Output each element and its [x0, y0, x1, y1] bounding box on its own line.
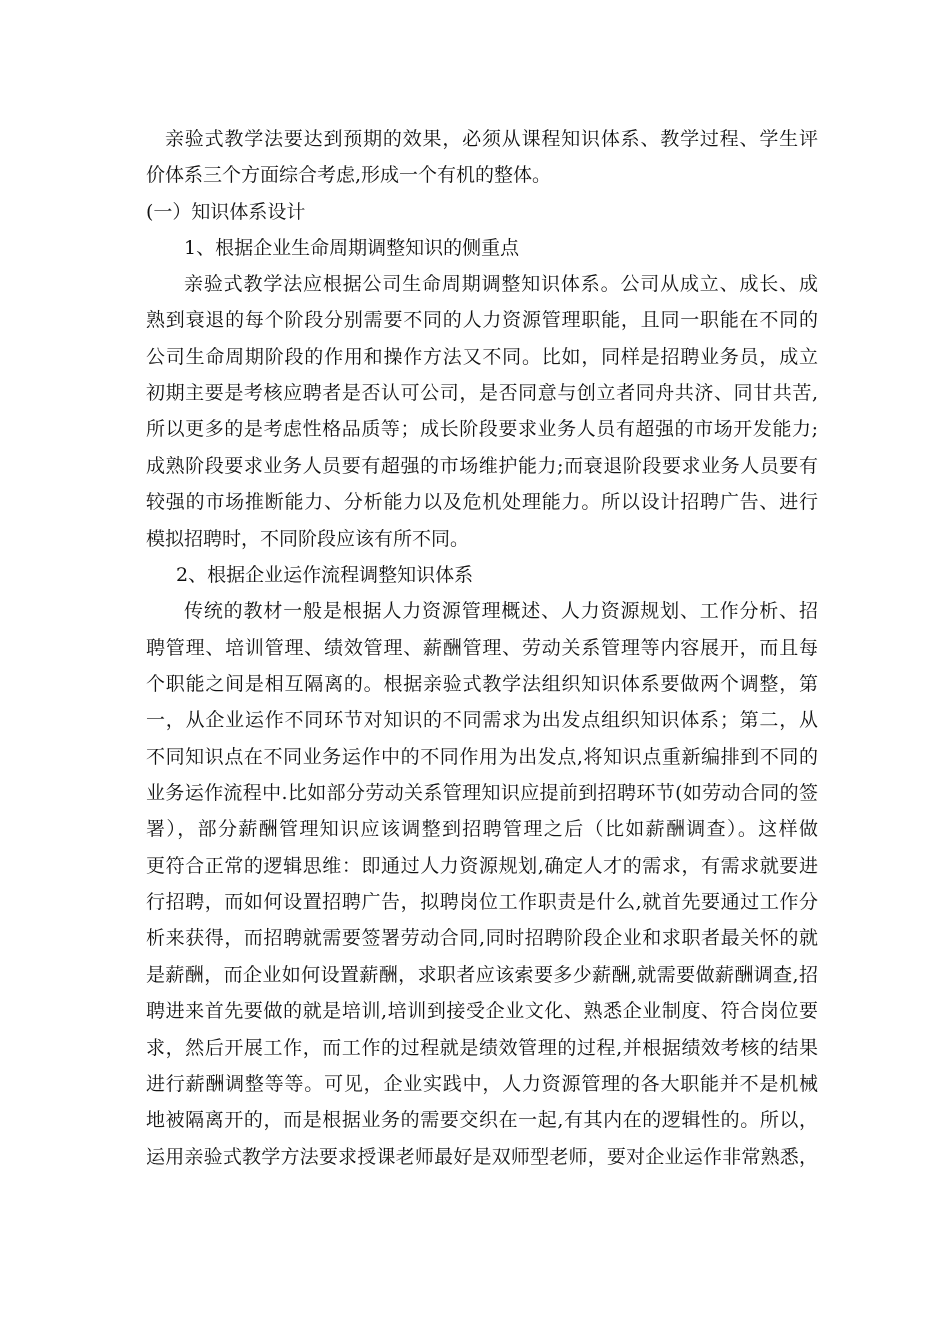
paragraph-line: 是薪酬，而企业如何设置薪酬，求职者应该索要多少薪酬,就需要做薪酬调查,招	[146, 964, 818, 986]
paragraph-line: 不同知识点在不同业务运作中的不同作用为出发点,将知识点重新编排到不同的	[146, 746, 818, 768]
paragraph-line: 署），部分薪酬管理知识应该调整到招聘管理之后（比如薪酬调查）。这样做	[146, 818, 818, 840]
section-heading: (一）知识体系设计	[146, 201, 306, 223]
paragraph-line: 行招聘，而如何设置招聘广告，拟聘岗位工作职责是什么,就首先要通过工作分	[146, 891, 818, 913]
paragraph-line: 析来获得，而招聘就需要签署劳动合同,同时招聘阶段企业和求职者最关怀的就	[146, 927, 818, 949]
paragraph-line: 聘管理、培训管理、绩效管理、薪酬管理、劳动关系管理等内容展开，而且每	[146, 637, 818, 659]
paragraph-line: 亲验式教学法应根据公司生命周期调整知识体系。公司从成立、成长、成	[184, 273, 818, 295]
paragraph-line: 聘进来首先要做的就是培训,培训到接受企业文化、熟悉企业制度、符合岗位要	[146, 1000, 818, 1022]
paragraph-line: 个职能之间是相互隔离的。根据亲验式教学法组织知识体系要做两个调整，第	[146, 673, 818, 695]
paragraph-line: 一，从企业运作不同环节对知识的不同需求为出发点组织知识体系；第二，从	[146, 709, 818, 731]
subheading: 2、根据企业运作流程调整知识体系	[176, 564, 474, 586]
paragraph-line: 更符合正常的逻辑思维：即通过人力资源规划,确定人才的需求，有需求就要进	[146, 855, 818, 877]
paragraph-line: 求，然后开展工作，而工作的过程就是绩效管理的过程,并根据绩效考核的结果	[146, 1037, 818, 1059]
subheading: 1、根据企业生命周期调整知识的侧重点	[184, 237, 520, 259]
paragraph-line: 模拟招聘时，不同阶段应该有所不同。	[146, 528, 470, 550]
paragraph-line: 初期主要是考核应聘者是否认可公司，是否同意与创立者同舟共济、同甘共苦,	[146, 382, 818, 404]
paragraph-line: 较强的市场推断能力、分析能力以及危机处理能力。所以设计招聘广告、进行	[146, 491, 818, 513]
paragraph-line: 进行薪酬调整等等。可见，企业实践中，人力资源管理的各大职能并不是机械	[146, 1073, 818, 1095]
paragraph-line: 业务运作流程中.比如部分劳动关系管理知识应提前到招聘环节(如劳动合同的签	[146, 782, 818, 804]
paragraph-line: 所以更多的是考虑性格品质等；成长阶段要求业务人员有超强的市场开发能力;	[146, 418, 818, 440]
paragraph-line: 公司生命周期阶段的作用和操作方法又不同。比如，同样是招聘业务员，成立	[146, 346, 818, 368]
paragraph-line: 运用亲验式教学方法要求授课老师最好是双师型老师，要对企业运作非常熟悉，	[146, 1146, 818, 1168]
intro-line: 亲验式教学法要达到预期的效果，必须从课程知识体系、教学过程、学生评	[165, 128, 818, 150]
intro-line: 价体系三个方面综合考虑,形成一个有机的整体。	[146, 164, 552, 186]
paragraph-line: 传统的教材一般是根据人力资源管理概述、人力资源规划、工作分析、招	[184, 600, 818, 622]
paragraph-line: 地被隔离开的，而是根据业务的需要交织在一起,有其内在的逻辑性的。所以，	[146, 1109, 818, 1131]
paragraph-line: 熟到衰退的每个阶段分别需要不同的人力资源管理职能，且同一职能在不同的	[146, 309, 818, 331]
paragraph-line: 成熟阶段要求业务人员要有超强的市场维护能力;而衰退阶段要求业务人员要有	[146, 455, 818, 477]
